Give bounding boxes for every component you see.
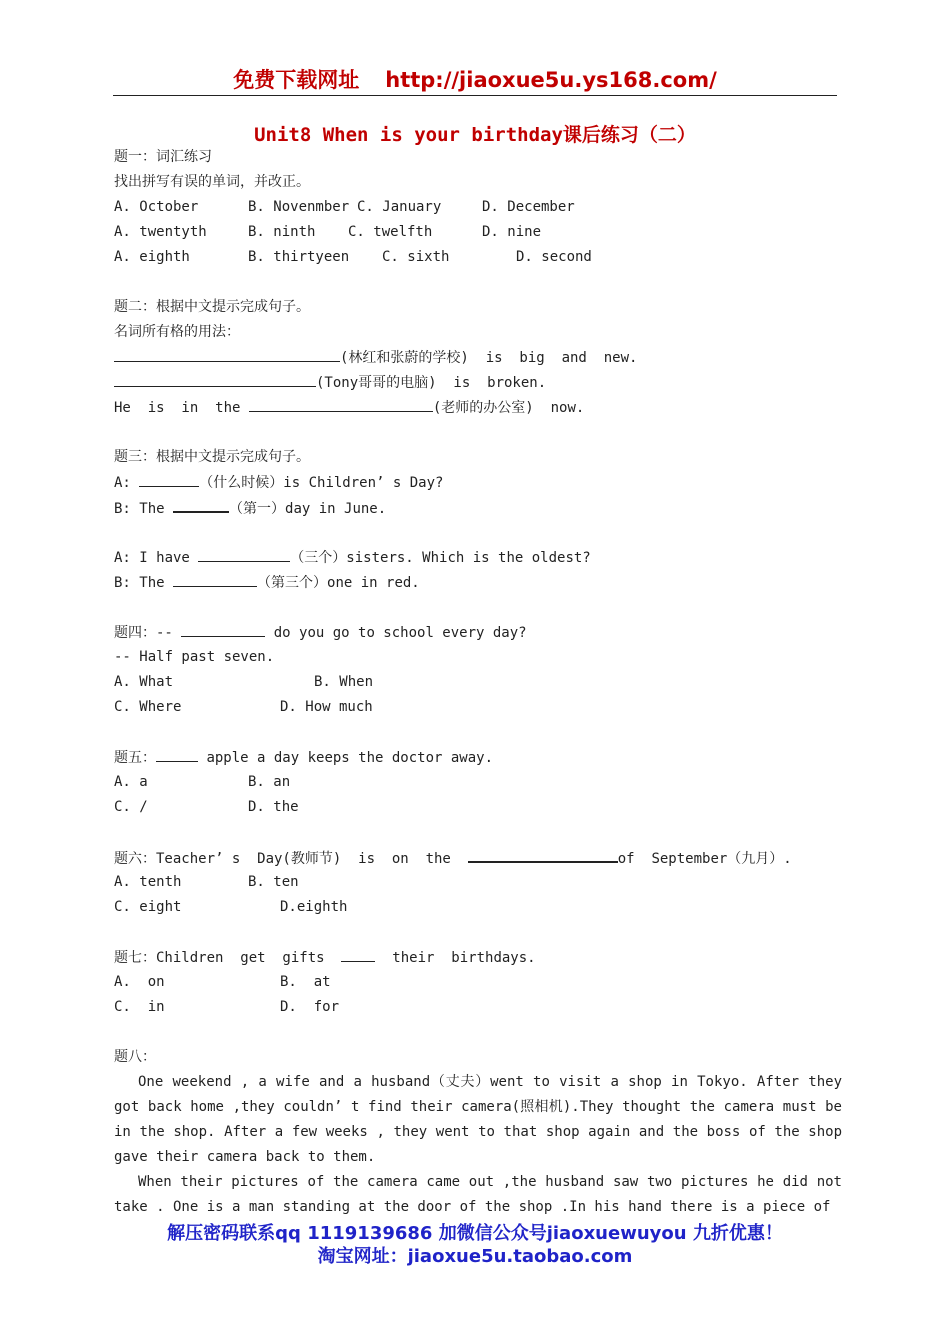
q2-sentence-2: (Tony哥哥的电脑) is broken. [114,370,842,395]
header-rule [113,95,837,96]
page-title: Unit8 When is your birthday课后练习（二） [254,124,696,146]
q5-heading: 题五： apple a day keeps the doctor away. [114,745,842,770]
q3-line-2: B: The （第一）day in June. [114,495,842,520]
q3-line-3: A: I have （三个）sisters. Which is the oldest? [114,545,842,570]
q7-options-1: A. on B. at [114,974,331,990]
worksheet-body [114,145,842,1220]
q1-heading: 题一：词汇练习 [114,149,212,165]
download-label: 免费下载网址 [233,68,360,92]
answer-blank[interactable] [181,620,265,637]
q4-options-2: C. Where D. How much [114,699,373,715]
q8-paragraph-2: When their pictures of the camera came out ,the husband saw two pictures he did not take . One is a man standing at the door of the shop .In his hand there is a piece of [114,1174,842,1215]
q1-row-2: A. twentyth B. ninth C. twelfth D. nine [114,224,542,240]
answer-blank[interactable] [114,345,340,362]
q2-heading: 题二：根据中文提示完成句子。 [114,299,310,315]
footer-shop-link[interactable]: 淘宝网址：jiaoxue5u.taobao.com [317,1246,633,1267]
q2-sentence-3: He is in the (老师的办公室) now. [114,395,842,420]
q3-line-1: A: （什么时候）is Children’ s Day? [114,470,842,495]
q2-sentence-1: (林红和张蔚的学校) is big and new. [114,345,842,370]
answer-blank[interactable] [198,545,290,562]
q1-instruction: 找出拼写有误的单词，并改正。 [114,174,310,190]
answer-blank[interactable] [468,845,618,863]
answer-blank[interactable] [156,745,198,762]
q1-row-3: A. eighth B. thirtyeen C. sixth D. second [114,249,592,265]
q1-row-1: A. October B. Novenmber C. January D. December [114,199,575,215]
q8-paragraph-1: One weekend , a wife and a husband（丈夫）went to visit a shop in Tokyo. After they got back home ,they couldn’ t find their camera(照相机).They thought the camera must be in the shop. After a few weeks , they went to that shop again and the boss of the shop gave their camera back to them. [114,1074,842,1165]
q2-sub: 名词所有格的用法： [114,324,240,340]
q8-heading: 题八： [114,1049,156,1065]
q5-options-1: A. a B. an [114,774,291,790]
q7-heading: 题七：Children get gifts their birthdays. [114,945,842,970]
answer-blank[interactable] [341,945,375,962]
q3-line-4: B: The （第三个）one in red. [114,570,842,595]
answer-blank[interactable] [139,470,199,487]
footer-contact: 解压密码联系qq 1119139686 加微信公众号jiaoxuewuyou 九折优惠！ [167,1223,783,1244]
q4-answer: -- Half past seven. [114,649,275,665]
q6-options-2: C. eight D.eighth [114,899,348,915]
q6-options-1: A. tenth B. ten [114,874,299,890]
answer-blank[interactable] [249,395,433,412]
q6-heading: 题六：Teacher’ s Day(教师节) is on the of September（九月）. [114,845,842,870]
answer-blank[interactable] [114,370,316,387]
q5-options-2: C. / D. the [114,799,299,815]
answer-blank[interactable] [173,570,257,587]
q7-options-2: C. in D. for [114,999,340,1015]
download-link[interactable]: http://jiaoxue5u.ys168.com/ [385,68,717,92]
q4-heading: 题四：-- do you go to school every day? [114,620,842,645]
q3-heading: 题三：根据中文提示完成句子。 [114,449,310,465]
q4-options-1: A. What B. When [114,674,374,690]
answer-blank[interactable] [173,495,229,513]
download-header [0,64,950,94]
